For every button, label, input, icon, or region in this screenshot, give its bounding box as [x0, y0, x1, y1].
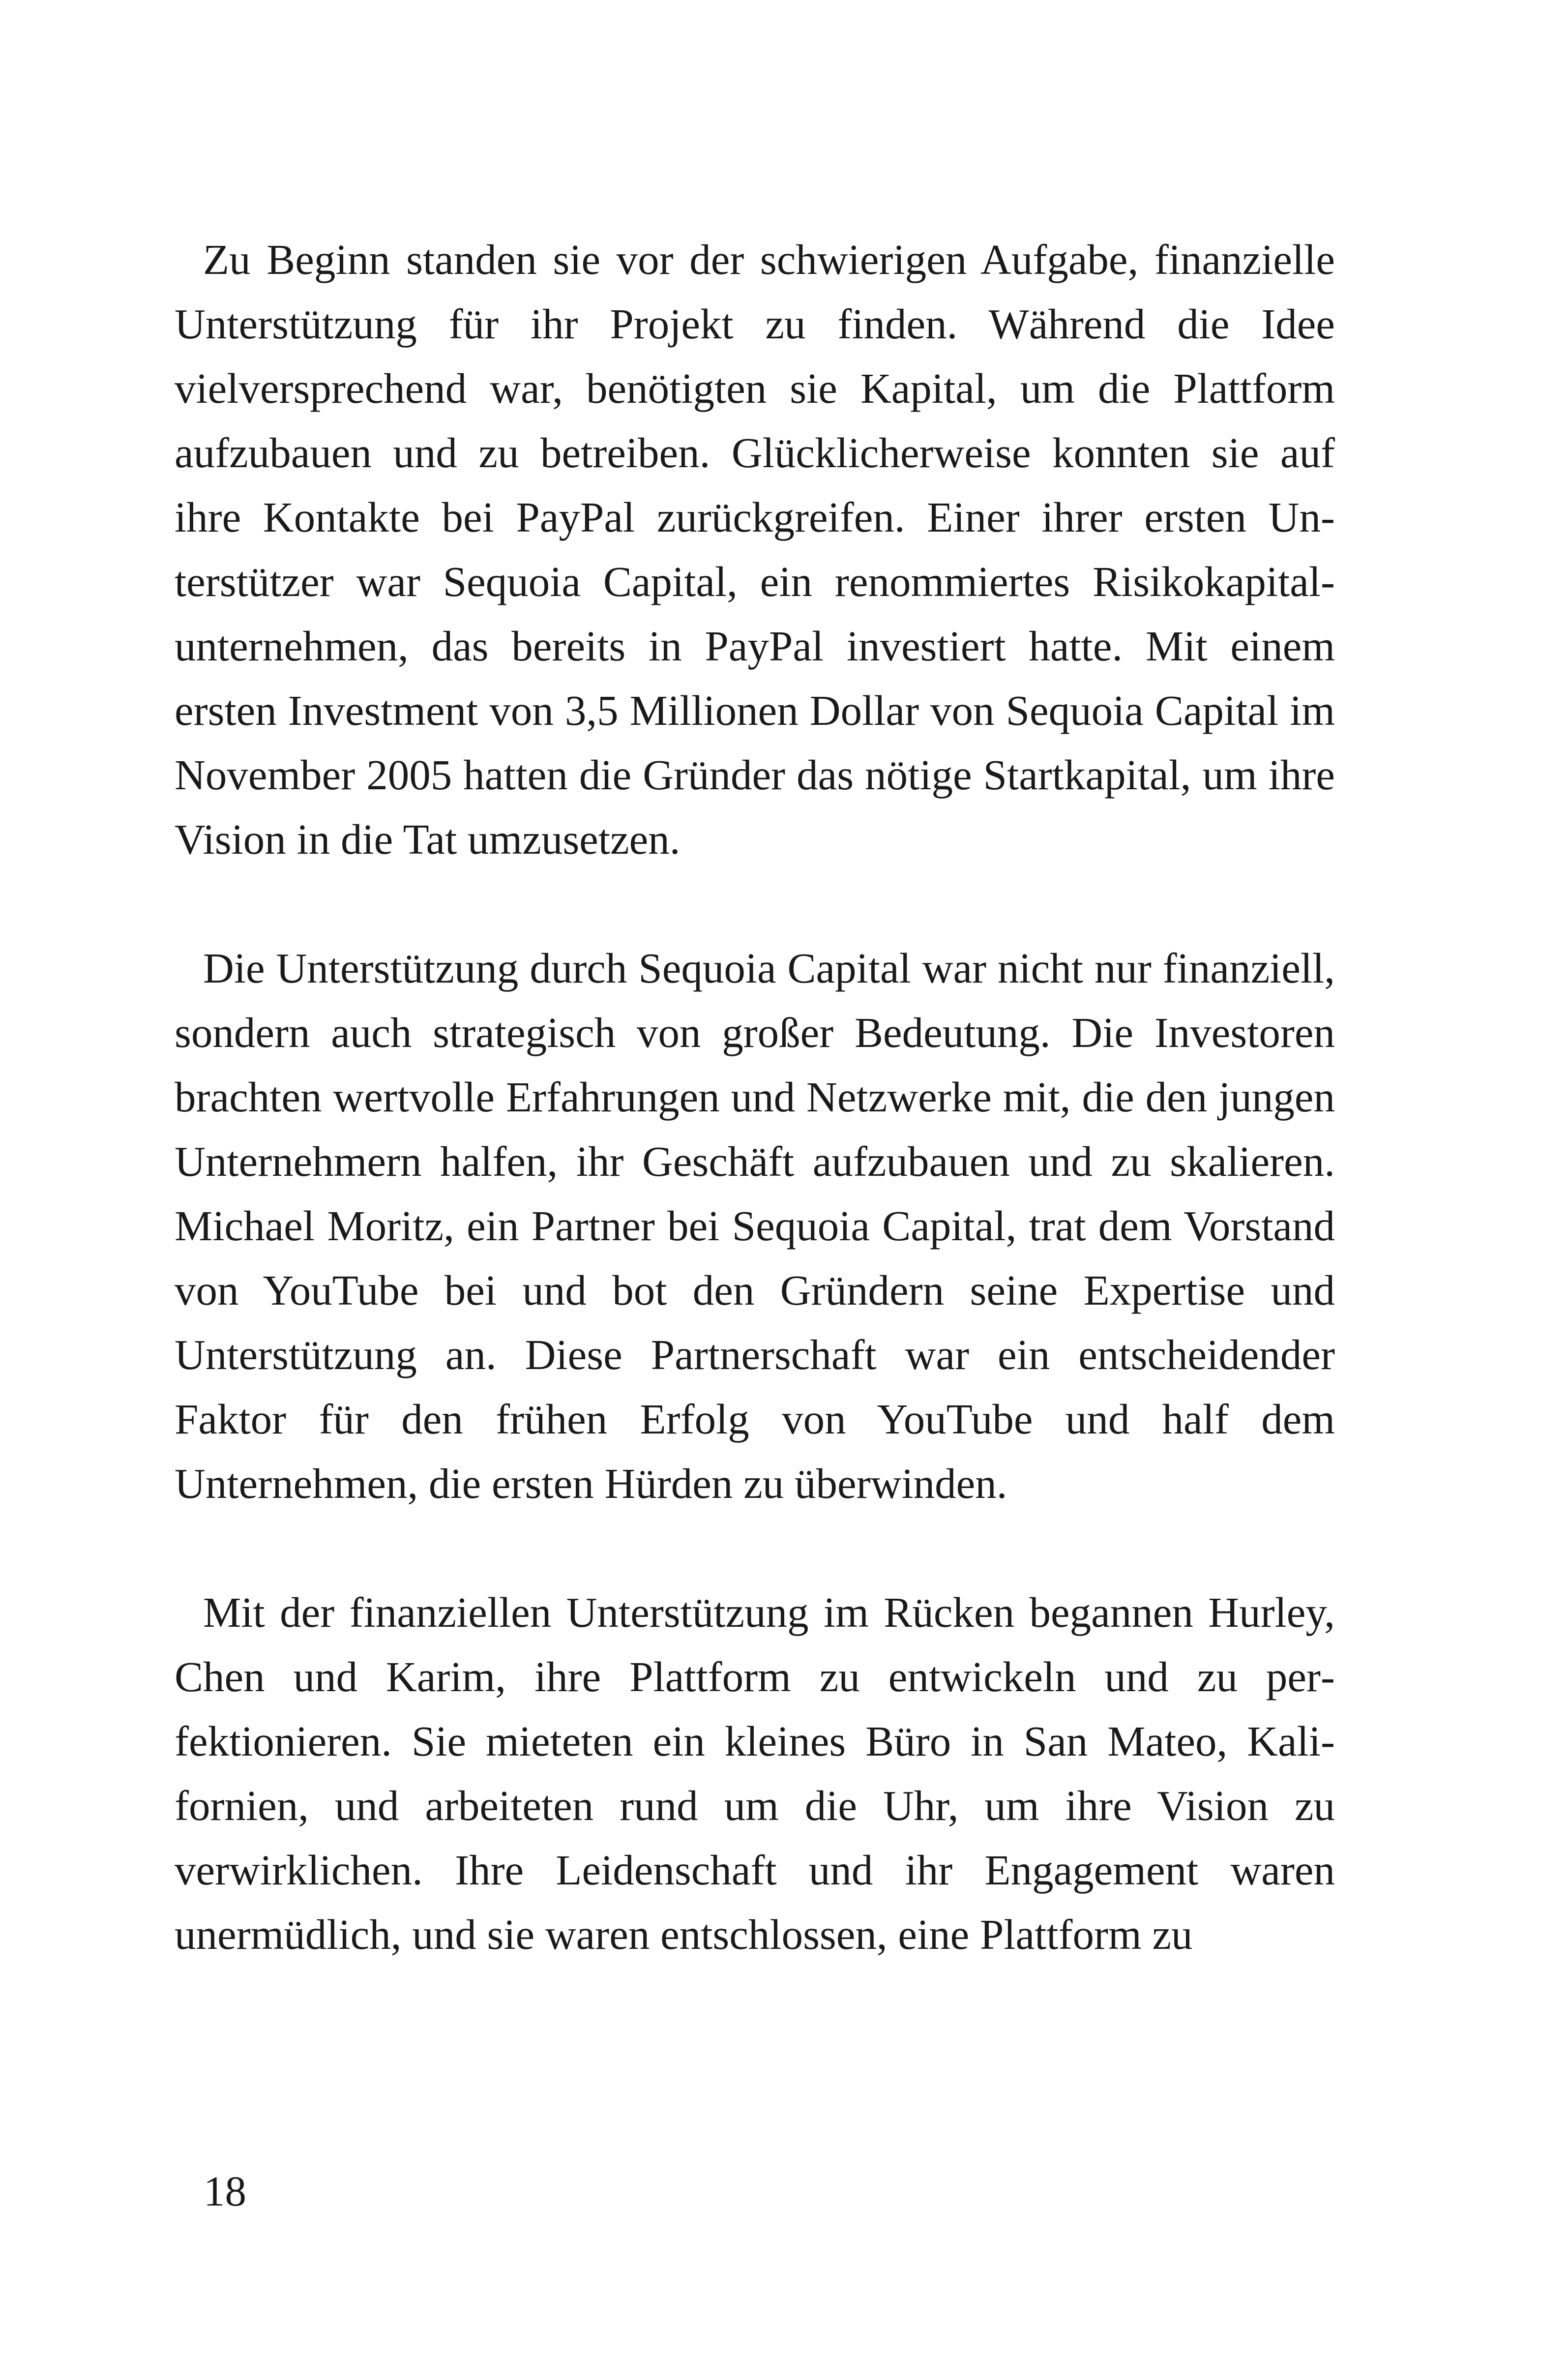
- body-text: [175, 227, 1335, 1967]
- paragraph-3: Mit der finanziellen Unterstützung im Rücken begannen Hurley, Chen und Karim, ihre Plattform zu entwickeln und zu perfektionieren. Sie mieteten ein kleines Büro in San Mateo, Kalifornien, und arbeiteten rund um die Uhr, um ihre Vision zu verwirklichen. Ihre Leidenschaft und ihr Engagement waren unermüdlich, und sie waren entschlossen, eine Plattform zu: [175, 1588, 1335, 1958]
- page-number: 18: [204, 2167, 246, 2215]
- paragraph-1: Zu Beginn standen sie vor der schwierigen Aufgabe, finanzielle Unterstützung für ihr Projekt zu finden. Während die Idee vielversprechend war, benötigten sie Kapital, um die Plattform aufzubauen und zu betreiben. Glücklicherweise konnten sie auf ihre Kontakte bei PayPal zurückgreifen. Einer ihrer ersten Unterstützer war Sequoia Capital, ein renommiertes Risikokapitalunternehmen, das bereits in PayPal investiert hatte. Mit einem ersten Investment von 3,5 Millionen Dollar von Sequoia Capital im November 2005 hatten die Gründer das nötige Startkapital, um ihre Vision in die Tat umzusetzen.: [175, 236, 1335, 863]
- paragraph-2: Die Unterstützung durch Sequoia Capital war nicht nur finanziell, sondern auch strategisch von großer Bedeutung. Die Investoren brachten wertvolle Erfahrungen und Netzwerke mit, die den jungen Unternehmern halfen, ihr Geschäft aufzubauen und zu skalieren. Michael Moritz, ein Partner bei Sequoia Capital, trat dem Vorstand von YouTube bei und bot den Gründern seine Expertise und Unterstützung an. Diese Partnerschaft war ein entscheidender Faktor für den frühen Erfolg von YouTube und half dem Unternehmen, die ersten Hürden zu überwinden.: [175, 944, 1335, 1507]
